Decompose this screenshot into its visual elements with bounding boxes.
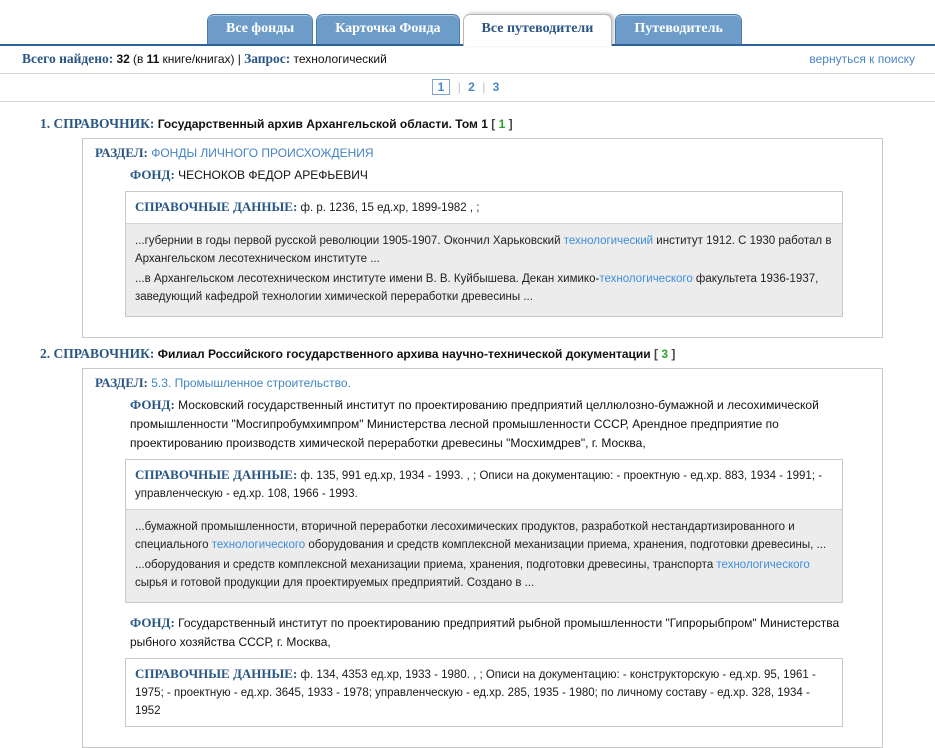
- result-type-label: СПРАВОЧНИК:: [53, 116, 155, 131]
- page-link-2[interactable]: 2: [468, 80, 475, 94]
- back-to-search-link[interactable]: вернуться к поиску: [809, 52, 915, 66]
- found-label: Всего найдено:: [22, 51, 114, 66]
- results-summary: [22, 51, 387, 67]
- tab-all-guides[interactable]: Все путеводители: [463, 14, 613, 46]
- reference-data-label: СПРАВОЧНЫЕ ДАННЫЕ:: [135, 666, 298, 681]
- page-link-3[interactable]: 3: [492, 80, 500, 94]
- results-list: [0, 102, 935, 748]
- count-bracket-open: [: [654, 347, 659, 361]
- reference-data-label: СПРАВОЧНЫЕ ДАННЫЕ:: [135, 467, 298, 482]
- fond-data-box: [125, 191, 843, 317]
- page-current[interactable]: 1: [432, 79, 451, 95]
- books-count: 11: [146, 52, 160, 66]
- summary-separator: |: [237, 52, 241, 66]
- query-label: Запрос:: [244, 51, 291, 66]
- fond-name: Московский государственный институт по проектированию предприятий целлюлозно-бумажной и лесохимической промышленности "Мосгипробумхимпром" Министерства лесной промышленности СССР, Арендное предприятие по проектированию производств химической переработки древесины "Мосхимдрев", г. Москва,: [130, 398, 819, 450]
- result-number: 2.: [40, 346, 51, 361]
- reference-data-row: [126, 192, 842, 223]
- fond-line: [130, 613, 870, 652]
- excerpt-text: сырья и готовой продукции для проектируемых предприятий. Создано в ...: [135, 577, 535, 589]
- count-bracket-close: ]: [671, 347, 676, 361]
- reference-data-value: ф. р. 1236, 15 ед.хр, 1899-1982 , ;: [300, 202, 480, 214]
- found-count: 32: [116, 52, 130, 66]
- pagination: [0, 74, 935, 102]
- result-heading: [40, 346, 935, 362]
- section-link[interactable]: ФОНДЫ ЛИЧНОГО ПРОИСХОЖДЕНИЯ: [151, 146, 374, 160]
- excerpt-text: оборудования и средств комплексной механизации приема, хранения, подготовки древесины, ...: [305, 539, 827, 551]
- result-title: Государственный архив Архангельской области. Том 1: [157, 117, 488, 131]
- in-books-open: (в: [133, 52, 144, 66]
- result-number: 1.: [40, 116, 51, 131]
- section-line: [95, 375, 870, 391]
- page-separator: |: [482, 80, 486, 94]
- excerpt-block: [126, 223, 842, 316]
- excerpt-text: ...в Архангельском лесотехническом институте имени В. В. Куйбышева. Декан химико-: [135, 273, 600, 285]
- fond-label: ФОНД:: [130, 167, 175, 182]
- tab-bar: [0, 0, 935, 46]
- section-label: РАЗДЕЛ:: [95, 375, 148, 390]
- excerpt-text: ...бумажной промышленности, вторичной переработки лесохимических продуктов, разработкой нестандартизированного и специального: [135, 521, 795, 551]
- excerpt-paragraph: [135, 232, 833, 268]
- count-bracket-close: ]: [508, 117, 513, 131]
- result-title: Филиал Российского государственного архива научно-технической документации: [157, 347, 651, 361]
- excerpt-paragraph: [135, 518, 833, 554]
- excerpt-paragraph: [135, 556, 833, 592]
- section-label: РАЗДЕЛ:: [95, 145, 148, 160]
- result-hit-count[interactable]: 3: [661, 347, 669, 361]
- keyword-highlight: технологического: [716, 559, 810, 571]
- excerpt-paragraph: [135, 270, 833, 306]
- excerpt-text: факультета 1936-1937, заведующий кафедрой технологии химической переработки древесины ...: [135, 273, 819, 303]
- result-body-box: [82, 138, 883, 338]
- fond-line: [130, 165, 870, 185]
- fond-label: ФОНД:: [130, 397, 175, 412]
- count-bracket-open: [: [491, 117, 496, 131]
- excerpt-block: [126, 509, 842, 602]
- keyword-highlight: технологического: [211, 539, 306, 551]
- result-item-1: [0, 116, 935, 338]
- keyword-highlight: технологический: [563, 235, 654, 247]
- result-heading: [40, 116, 935, 132]
- reference-data-row: [126, 659, 842, 726]
- reference-data-value: ф. 135, 991 ед.хр, 1934 - 1993. , ; Описи на документацию: - проектную - ед.хр. 883, 1934 - 1991; - управленческую - ед.хр. 108, 1966 - 1993.: [135, 470, 823, 500]
- fond-name: ЧЕСНОКОВ ФЕДОР АРЕФЬЕВИЧ: [178, 168, 368, 182]
- results-header: [0, 46, 935, 74]
- reference-data-value: ф. 134, 4353 ед.хр, 1933 - 1980. , ; Описи на документацию: - конструкторскую - ед.хр. 95, 1961 - 1975; - проектную - ед.хр. 3645, 1933 - 1978; управленческую - ед.хр. 285, 1935 - 1980; по личному составу - ед.хр. 328, 1934 - 1952: [135, 669, 816, 717]
- result-item-2: [0, 346, 935, 748]
- fond-name: Государственный институт по проектированию предприятий рыбной промышленности "Гипрорыбпром" Министерства рыбного хозяйства СССР, г. Москва,: [130, 616, 840, 649]
- page-separator: |: [457, 80, 461, 94]
- result-hit-count[interactable]: 1: [498, 117, 506, 131]
- fond-data-box: [125, 459, 843, 603]
- excerpt-text: ...оборудования и средств комплексной механизации приема, хранения, подготовки древесины, транспорта: [135, 559, 717, 571]
- reference-data-row: [126, 460, 842, 509]
- tab-fond-card[interactable]: Карточка Фонда: [316, 14, 459, 44]
- fond-data-box: [125, 658, 843, 727]
- keyword-highlight: технологического: [599, 273, 693, 285]
- excerpt-text: ...губернии в годы первой русской революции 1905-1907. Окончил Харьковский: [135, 235, 564, 247]
- fond-label: ФОНД:: [130, 615, 175, 630]
- tab-all-fonds[interactable]: Все фонды: [207, 14, 313, 44]
- tab-guide[interactable]: Путеводитель: [615, 14, 742, 44]
- query-value: технологический: [293, 52, 387, 66]
- section-line: [95, 145, 870, 161]
- excerpt-text: институт 1912. С 1930 работал в Архангельском лесотехническом институте ...: [135, 235, 832, 265]
- result-type-label: СПРАВОЧНИК:: [53, 346, 155, 361]
- result-body-box: [82, 368, 883, 748]
- section-link[interactable]: 5.3. Промышленное строительство.: [151, 376, 351, 390]
- reference-data-label: СПРАВОЧНЫЕ ДАННЫЕ:: [135, 199, 298, 214]
- in-books-close: книге/книгах): [162, 52, 235, 66]
- fond-line: [130, 395, 870, 453]
